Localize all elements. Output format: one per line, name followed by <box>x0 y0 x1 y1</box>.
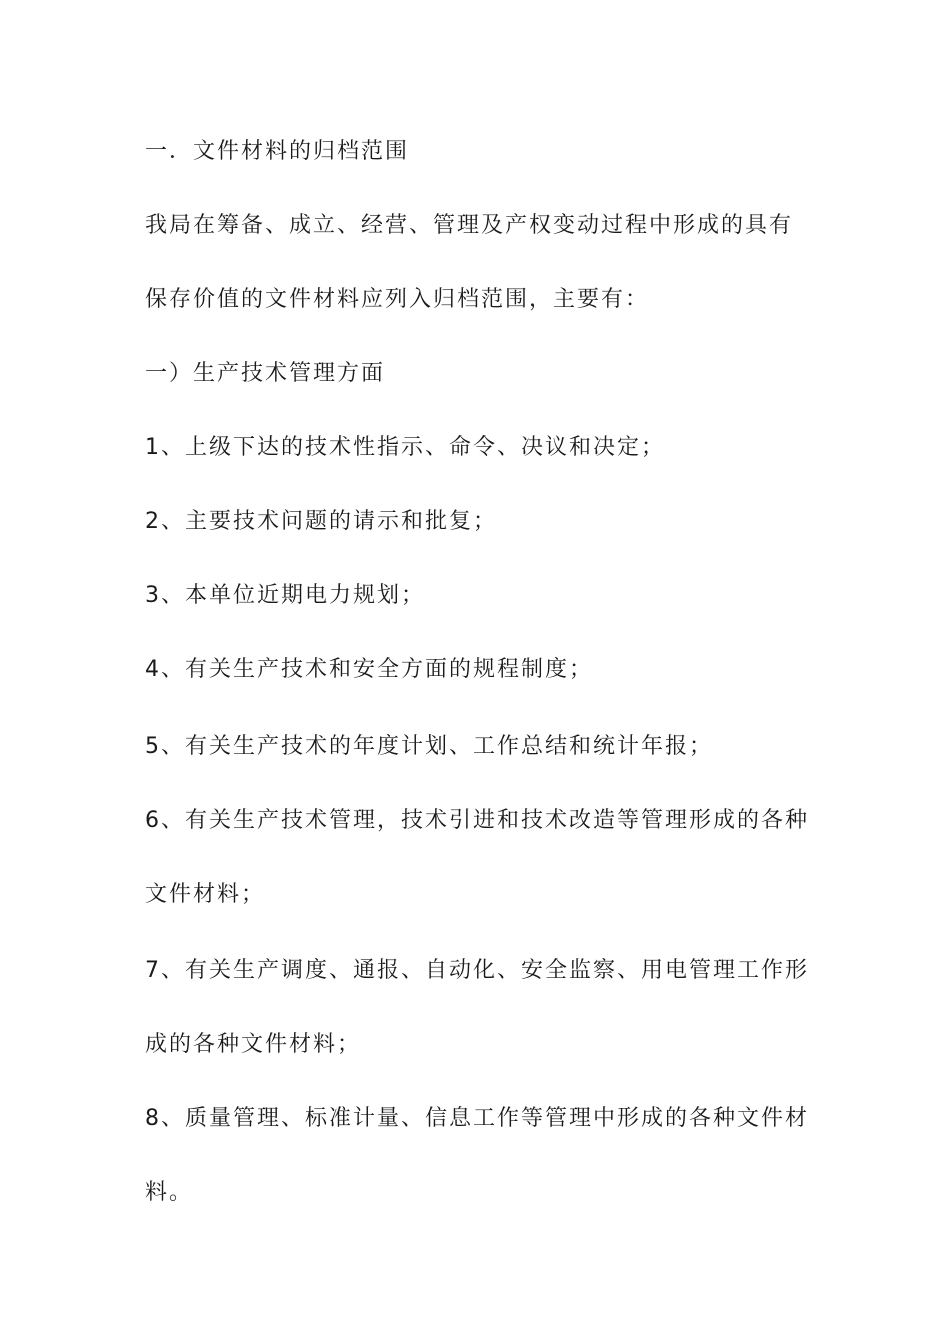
paragraph-line: 我局在筹备、成立、经营、管理及产权变动过程中形成的具有 <box>145 213 794 238</box>
list-item-6: 6、有关生产技术管理，技术引进和技术改造等管理形成的各种 <box>145 808 809 833</box>
list-item-7: 7、有关生产调度、通报、自动化、安全监察、用电管理工作形 <box>145 958 809 983</box>
list-item-5: 5、有关生产技术的年度计划、工作总结和统计年报； <box>145 734 713 759</box>
list-item-6-continued: 文件材料； <box>145 882 266 907</box>
list-item-8: 8、质量管理、标准计量、信息工作等管理中形成的各种文件材 <box>145 1106 809 1131</box>
list-item-3: 3、本单位近期电力规划； <box>145 583 425 608</box>
paragraph-line: 保存价值的文件材料应列入归档范围，主要有： <box>145 287 650 312</box>
list-item-8-continued: 料。 <box>145 1180 194 1205</box>
subsection-heading: 一）生产技术管理方面 <box>145 361 386 386</box>
list-item-1: 1、上级下达的技术性指示、命令、决议和决定； <box>145 435 665 460</box>
section-heading: 一．文件材料的归档范围 <box>145 139 410 164</box>
list-item-2: 2、主要技术问题的请示和批复； <box>145 509 497 534</box>
list-item-4: 4、有关生产技术和安全方面的规程制度； <box>145 657 593 682</box>
list-item-7-continued: 成的各种文件材料； <box>145 1032 362 1057</box>
